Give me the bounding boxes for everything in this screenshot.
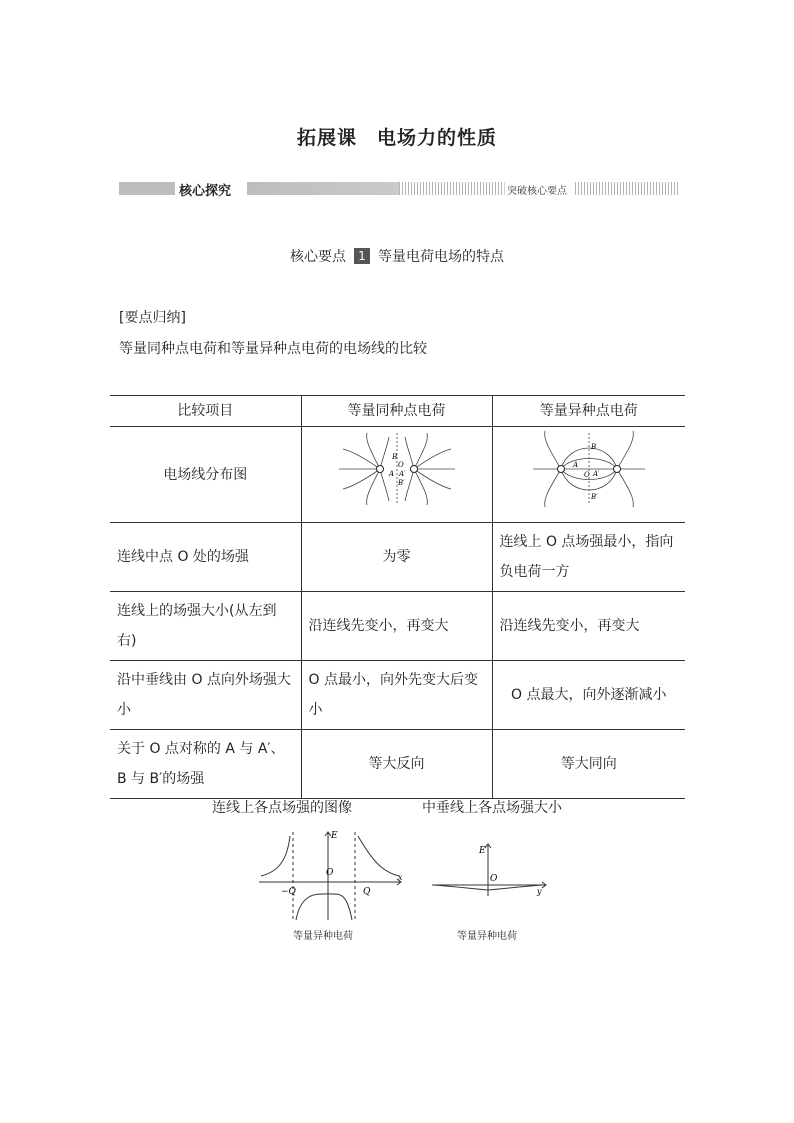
connecting-line-field-graph	[255, 828, 405, 924]
table-cell: 等大同向	[492, 730, 685, 799]
key-point-prefix: 核心要点	[290, 249, 346, 265]
table-row	[110, 661, 685, 730]
comparison-table	[110, 395, 685, 799]
graph-left-caption: 等量异种电荷	[293, 931, 353, 942]
table-cell: 为零	[301, 523, 492, 592]
header-cell: 等量异种点电荷	[492, 396, 685, 427]
label-B: B	[391, 453, 397, 461]
curve-middle-branch	[296, 894, 352, 920]
axis-e-label: E	[331, 831, 338, 841]
label-B: B	[590, 443, 596, 451]
subtitle: 等量同种点电荷和等量异种点电荷的电场线的比较	[119, 341, 427, 357]
table-cell: 沿连线先变小，再变大	[301, 592, 492, 661]
table-row	[110, 592, 685, 661]
axis-e-label: E	[479, 846, 486, 856]
section-band	[119, 180, 679, 197]
table-row	[110, 730, 685, 799]
row-label: 关于 O 点对称的 A 与 A′、B 与 B′的场强	[110, 730, 301, 799]
band-left-block	[119, 182, 175, 195]
unlike-charges-field-diagram	[492, 427, 685, 523]
header-cell: 等量同种点电荷	[301, 396, 492, 427]
neg-q-label: −Q	[281, 887, 296, 897]
row-label: 沿中垂线由 O 点向外场强大小	[110, 661, 301, 730]
label-B-prime: B′	[590, 493, 598, 501]
label-A-prime: A′	[398, 470, 406, 478]
label-O: O	[397, 461, 404, 469]
table-cell: 连线上 O 点场强最小，指向负电荷一方	[492, 523, 685, 592]
key-point-number: 1	[354, 248, 370, 264]
curve-left-branch	[261, 836, 290, 876]
label-A: A	[388, 470, 394, 478]
like-charges-field-diagram	[301, 427, 492, 523]
label-O: O	[583, 471, 590, 479]
pos-q-label: Q	[363, 887, 371, 897]
table-cell: O 点最小，向外先变大后变小	[301, 661, 492, 730]
table-cell: 沿连线先变小，再变大	[492, 592, 685, 661]
row-label: 连线中点 O 处的场强	[110, 523, 301, 592]
page-title: 拓展课 电场力的性质	[296, 127, 497, 149]
origin-label: O	[326, 868, 334, 878]
section-tag: [要点归纳]	[119, 310, 186, 326]
table-row	[110, 427, 685, 523]
unlike-charges-svg	[529, 429, 649, 509]
curve-right-branch	[358, 836, 399, 876]
band-hatch-right	[575, 182, 679, 195]
perpendicular-bisector-graph	[430, 840, 550, 900]
table-row	[110, 523, 685, 592]
band-hatch	[399, 182, 504, 195]
axis-y-label: y	[537, 887, 542, 896]
table-cell: 等大反向	[301, 730, 492, 799]
band-right-label: 突破核心要点	[505, 182, 569, 197]
header-cell: 比较项目	[110, 396, 301, 427]
label-A: A	[572, 461, 578, 469]
label-B-prime: B′	[397, 479, 405, 487]
key-point-heading	[0, 246, 794, 266]
table-header-row	[110, 396, 685, 427]
label-A-prime: A′	[592, 470, 600, 478]
band-left-label: 核心探究	[179, 184, 232, 199]
graph-caption-right: 中垂线上各点场强大小	[422, 800, 562, 816]
like-charges-svg	[337, 429, 457, 509]
origin-label: O	[490, 874, 498, 884]
axis-x-label: x	[398, 873, 403, 882]
table-cell: O 点最大，向外逐渐减小	[492, 661, 685, 730]
graph-right-caption: 等量异种电荷	[457, 931, 517, 942]
row-label: 连线上的场强大小(从左到右)	[110, 592, 301, 661]
key-point-text: 等量电荷电场的特点	[378, 249, 504, 265]
graph-caption-left: 连线上各点场强的图像	[212, 800, 352, 816]
row-label: 电场线分布图	[110, 427, 301, 523]
